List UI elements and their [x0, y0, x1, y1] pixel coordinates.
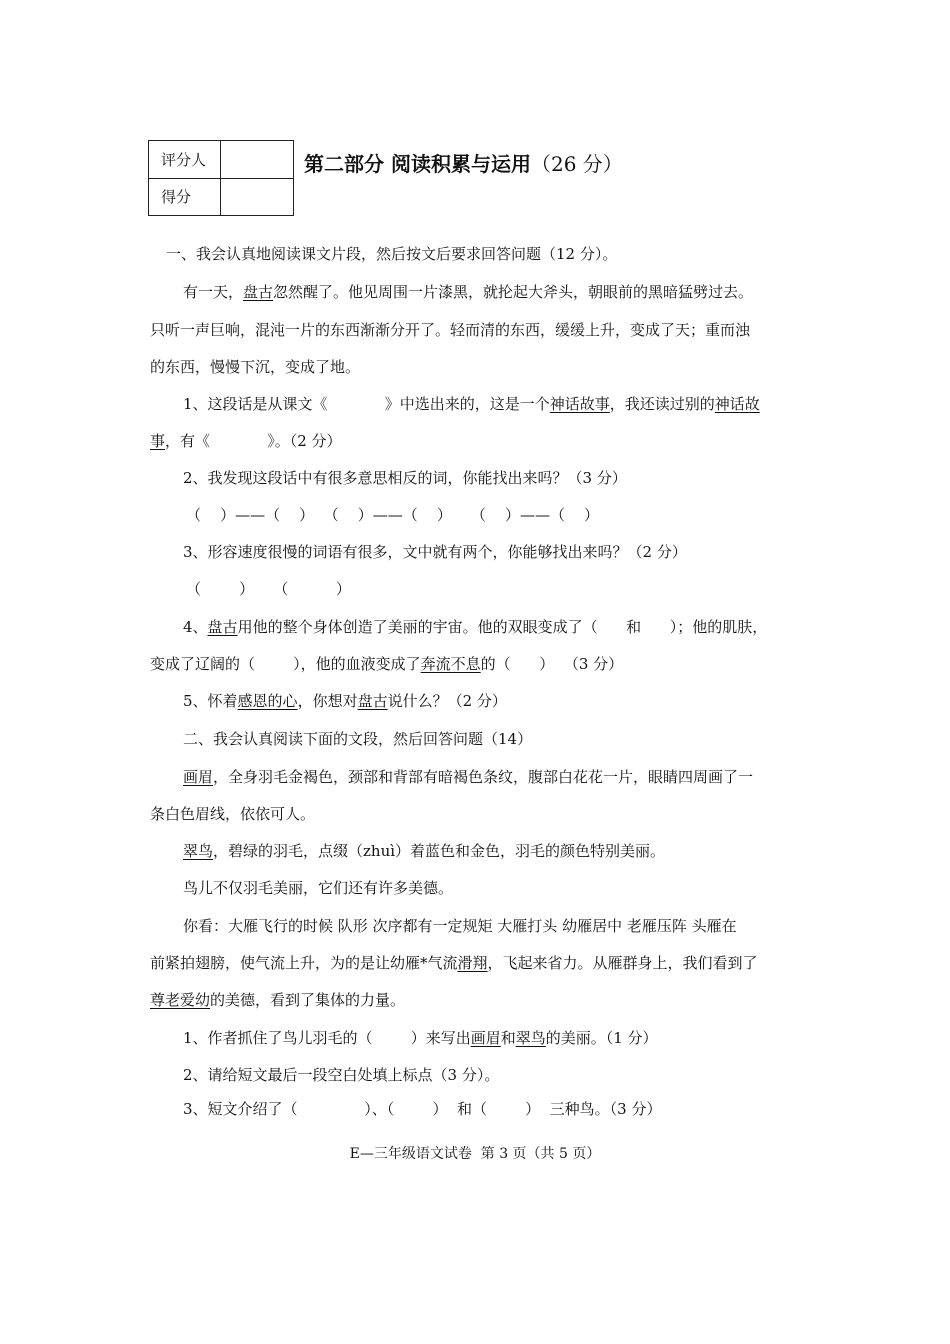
section2-heading: 二、我会认真阅读下面的文段，然后回答问题（14）: [183, 730, 533, 748]
s1-question-5: 5、怀着感恩的心，你想对盘古说什么？（2 分）: [183, 692, 507, 710]
s1-question-2-blanks: （ ）——（ ） （ ）——（ ） （ ）——（ ）: [186, 506, 600, 524]
s1-question-3: 3、形容速度很慢的词语有很多，文中就有两个，你能够找出来吗？（2 分）: [183, 543, 687, 561]
s1-question-1-cont: 事，有《 》。（2 分）: [150, 432, 342, 450]
s2-paragraph-1-cont: 条白色眉线，依依可人。: [150, 805, 316, 823]
passage-line-3: 的东西，慢慢下沉，变成了地。: [150, 358, 361, 376]
s1-question-1: 1、这段话是从课文《 》中选出来的，这是一个神话故事，我还读过别的神话故: [183, 395, 760, 413]
section-title: [304, 148, 623, 177]
page-footer: E—三年级语文试卷 第 3 页（共 5 页）: [349, 1146, 601, 1162]
s1-question-4: 4、盘古用他的整个身体创造了美丽的宇宙。他的双眼变成了（ 和 ）；他的肌肤，: [183, 618, 768, 636]
s2-question-1: 1、作者抓住了鸟儿羽毛的（ ）来写出画眉和翠鸟的美丽。（1 分）: [183, 1029, 658, 1047]
title-points: （26 分）: [530, 152, 623, 176]
grader-cell: [221, 141, 294, 179]
s2-paragraph-4-line-3: 尊老爱幼的美德，看到了集体的力量。: [150, 991, 406, 1009]
title-text: 第二部分 阅读积累与运用: [304, 152, 531, 176]
grader-label: 评分人: [149, 141, 221, 179]
s1-question-4-cont: 变成了辽阔的（ ），他的血液变成了奔流不息的（ ） （3 分）: [150, 655, 624, 673]
section1-heading: 一、我会认真地阅读课文片段，然后按文后要求回答问题（12 分）。: [166, 245, 618, 263]
s2-paragraph-3: 鸟儿不仅羽毛美丽，它们还有许多美德。: [183, 879, 454, 897]
s1-question-3-blanks: （ ） （ ）: [186, 580, 351, 598]
s2-paragraph-1: 画眉，全身羽毛金褐色，颈部和背部有暗褐色条纹，腹部白花花一片，眼睛四周画了一: [183, 768, 754, 786]
s2-paragraph-2: 翠鸟，碧绿的羽毛，点缀（zhuì）着蓝色和金色，羽毛的颜色特别美丽。: [183, 842, 666, 860]
s2-paragraph-4: 你看：大雁飞行的时候 队形 次序都有一定规矩 大雁打头 幼雁居中 老雁压阵 头雁在: [183, 917, 737, 935]
score-table: [148, 140, 294, 216]
s1-question-2: 2、我发现这段话中有很多意思相反的词，你能找出来吗？（3 分）: [183, 469, 627, 487]
s2-question-3: 3、短文介绍了（ ）、（ ） 和（ ） 三种鸟。（3 分）: [183, 1100, 662, 1118]
s2-question-2: 2、请给短文最后一段空白处填上标点（3 分）。: [183, 1066, 500, 1084]
passage-line-2: 只听一声巨响，混沌一片的东西渐渐分开了。轻而清的东西，缓缓上升，变成了天；重而浊: [150, 321, 751, 339]
s2-paragraph-4-line-2: 前紧拍翅膀，使气流上升，为的是让幼雁*气流滑翔，飞起来省力。从雁群身上，我们看到了: [150, 954, 758, 972]
passage-line-1: 有一天，盘古忽然醒了。他见周围一片漆黑，就抡起大斧头，朝眼前的黑暗猛劈过去。: [183, 283, 754, 301]
score-cell: [221, 178, 294, 216]
score-label: 得分: [149, 178, 221, 216]
